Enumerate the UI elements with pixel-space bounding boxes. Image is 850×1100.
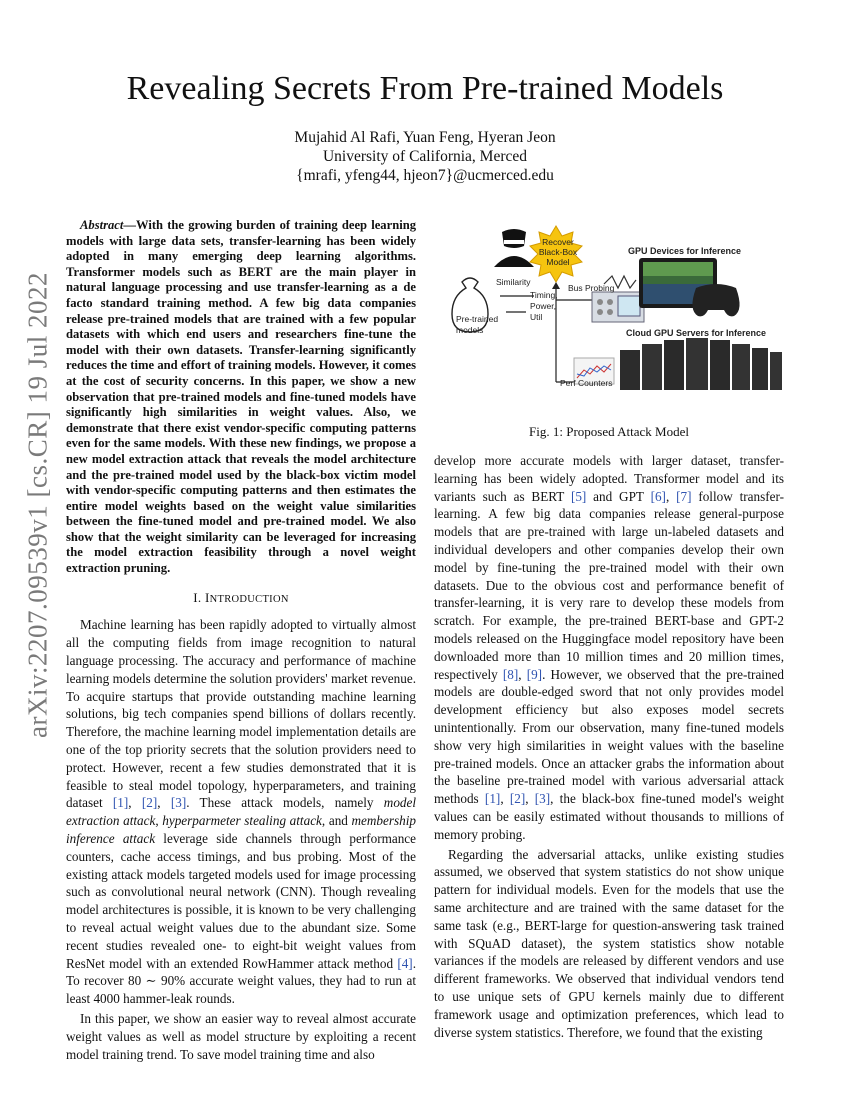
bus-probing-label: Bus Probing bbox=[568, 283, 615, 293]
right-paragraph-2: Regarding the adversarial attacks, unlike existing studies assumed, we observed that system statistics do not show unique pattern for individual models. Even for the models that use the same architecture and are trained with the same dataset for the same task (e.g., BERT-large for question-answering task trained with SQuAD dataset), the system statistics show notable variances if the models are released by different vendors and use different frameworks. We observed that individual vendors tend to use unique sets of GPU kernels mainly due to different framework usage and optimization preferences, which lead to diverse system statistics. Therefore, we found that the existing bbox=[434, 846, 784, 1040]
abstract-text: —With the growing burden of training deep learning models with large data sets, transfer-learning has been widely adopted in many emerging deep learning algorithms. Transformer models such as BERT are the main player in natural language processing and use transfer-learning as a de facto standard training method. A few big data companies release pre-trained models that are trained with a few popular datasets with which end users and researchers fine-tune the model with their own datasets. Transfer-learning significantly reduces the time and effort of training models. However, it comes at the cost of security concerns. In this paper, we show a new observation that pre-trained models and fine-tuned models have significantly high similarities in weight values. Also, we demonstrate that there exist vendor-specific computing patterns even for the same models. With these new findings, we propose a new model extraction attack that reveals the model architecture and the pre-trained model used by the black-box victim model with vendor-specific computing patterns and then estimates the entire model weights based on the weight value similarities between the fine-tuned model and pre-trained model. We also show that the weight similarity can be leveraged for increasing the model extraction feasibility through a novel weight extraction pruning. bbox=[66, 218, 416, 576]
citation-link[interactable]: [2] bbox=[141, 795, 158, 811]
section-heading-introduction: I. INTRODUCTION bbox=[193, 589, 289, 605]
cloud-servers-label: Cloud GPU Servers for Inference bbox=[626, 328, 767, 338]
citation-link[interactable]: [2] bbox=[509, 791, 526, 807]
similarity-label: Similarity bbox=[496, 277, 531, 287]
gpu-devices-label: GPU Devices for Inference bbox=[628, 246, 742, 256]
citation-link[interactable]: [4] bbox=[397, 955, 413, 971]
figure-caption: Fig. 1: Proposed Attack Model bbox=[529, 424, 689, 439]
timing-label: Timing, Power, Util bbox=[530, 290, 558, 322]
citation-link[interactable]: [7] bbox=[676, 488, 692, 504]
paper-title: Revealing Secrets From Pre-trained Models bbox=[126, 70, 724, 107]
citation-link[interactable]: [1] bbox=[484, 791, 501, 807]
game-controller-icon bbox=[692, 284, 739, 316]
email: {mrafi, yfeng44, hjeon7}@ucmerced.edu bbox=[296, 167, 554, 184]
citation-link[interactable]: [9] bbox=[526, 666, 543, 682]
pretrained-label: Pre-trained models bbox=[456, 314, 499, 335]
hacker-icon bbox=[494, 229, 534, 267]
arxiv-stamp: arXiv:2207.09539v1 [cs.CR] 19 Jul 2022 bbox=[22, 272, 53, 738]
citation-link[interactable]: [1] bbox=[112, 795, 129, 811]
citation-link[interactable]: [8] bbox=[502, 666, 519, 682]
authors: Mujahid Al Rafi, Yuan Feng, Hyeran Jeon bbox=[294, 129, 556, 146]
oscilloscope-icon bbox=[592, 292, 644, 322]
perf-counters-label: Perf Counters bbox=[560, 378, 613, 388]
server-rack-icon bbox=[620, 338, 782, 390]
citation-link[interactable]: [3] bbox=[170, 795, 187, 811]
abstract bbox=[66, 218, 416, 577]
figure-attack-model bbox=[434, 222, 784, 422]
right-column bbox=[434, 452, 784, 1043]
affiliation: University of California, Merced bbox=[322, 148, 528, 165]
intro-paragraph-1: Machine learning has been rapidly adopted to virtually almost all the computing fields from image recognition to natural language processing. The accuracy and performance of machine learning models determine the solution providers' market revenue. To acquire startups that provide outstanding machine learning solutions, big tech companies spend billions of dollars recently. Therefore, the machine learning model implementation details are one of the top priority secrets that the solution providers need to protect. However, recent a few studies demonstrated that it is feasible to steal model topology, hyperparameters, and training dataset [1], [2], [3]. These attack models, namely model extraction attack, hyperparmeter stealing attack, and membership inference attack leverage side channels through performance counters, cache access timings, and bus probing. Most of the existing attack models targeted models used for image processing such as convolutional neural network (CNN). Though revealing model architectures is possible, it is known to be very challenging to reveal actual weight values due to the abundant size. Some recent studies revealed one- to eight-bit weight values from ResNet model with an extended RowHammer attack method [4]. To recover 80 ∼ 90% accurate weight values, they had to run at least 4000 hammer-leak rounds. bbox=[66, 617, 417, 1007]
left-column bbox=[66, 218, 416, 1065]
recover-label: Recover Black-Box Model bbox=[538, 237, 578, 267]
citation-link[interactable]: [5] bbox=[570, 488, 587, 504]
citation-link[interactable]: [3] bbox=[534, 791, 551, 807]
author-block bbox=[0, 128, 850, 185]
citation-link[interactable]: [6] bbox=[650, 488, 666, 504]
right-paragraph-1: develop more accurate models with larger dataset, transfer-learning has been widely adopted. Transformer model and its variants such as BERT [5] and GPT [6], [7] follow transfer-learning. A few big data companies release general-purpose models that are pre-trained with large un-labeled datasets and individual developers and other companies develop their own model by fine-tuning the pre-trained model with their own datasets. Due to the obvious cost and performance benefit of transfer-learning, it is very rare to develop these models from scratch. For example, the pre-trained BERT-base and GPT-2 models released on the Huggingface model repository have been downloaded more than 10 million times and 20 million times, respectively [8], [9]. However, we observed that the pre-trained models are double-edged sword that not only provides model development efficiency but also exposes model secrets unintentionally. From our observation, many fine-tuned models show very high similarities in weight values with the baseline pre-trained models. Once an attacker grabs the information about the baseline pre-trained model with various adversarial attack methods [1], [2], [3], the black-box fine-tuned model's weight values can be easily estimated without thousands to millions of memory probing. bbox=[434, 453, 785, 842]
intro-paragraph-2: In this paper, we show an easier way to reveal almost accurate weight values as well as model structure by exploiting a recent model training trend. To save model training time and also bbox=[66, 1010, 416, 1062]
abstract-label: Abstract bbox=[80, 218, 124, 232]
